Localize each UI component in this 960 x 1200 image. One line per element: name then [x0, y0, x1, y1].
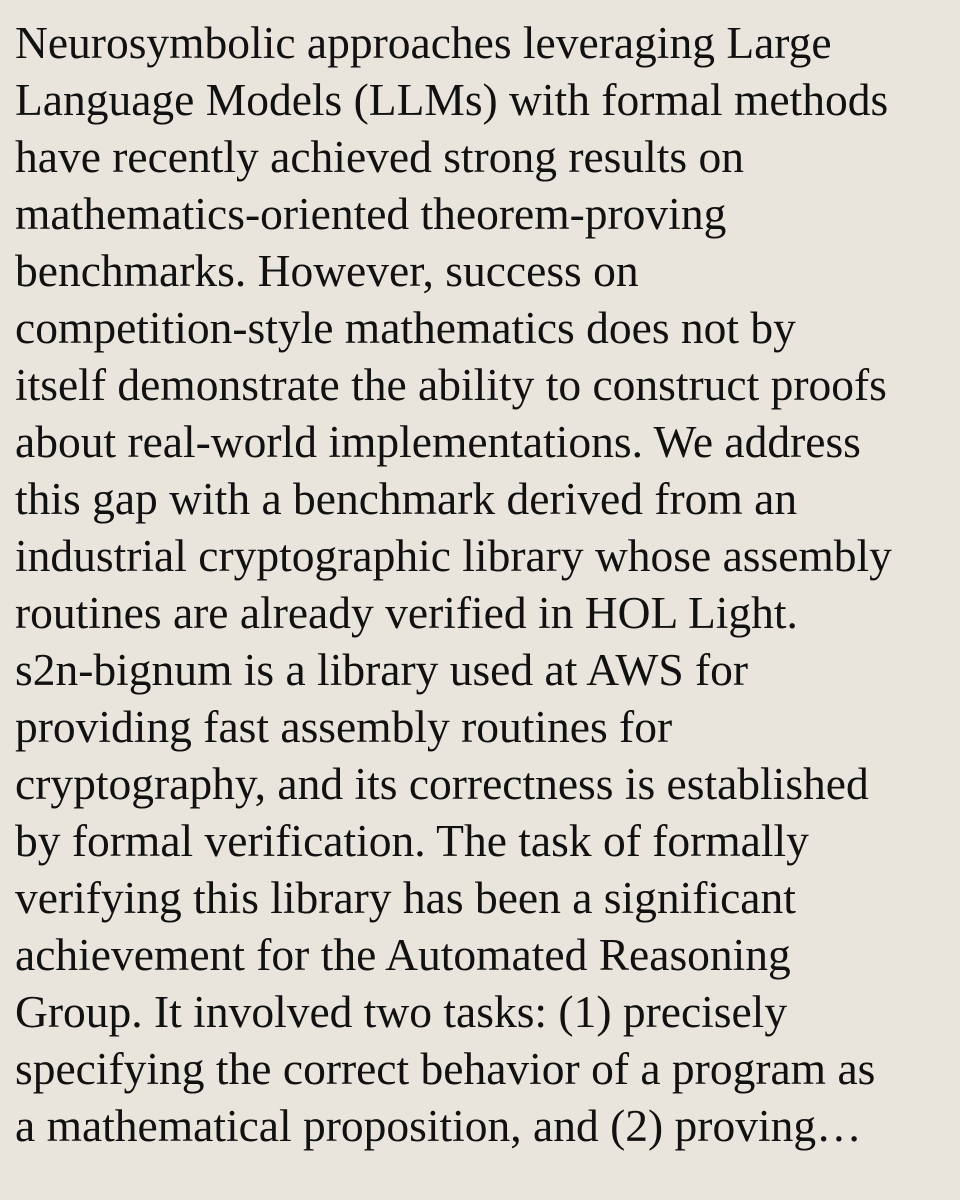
text-line: verifying this library has been a significant: [15, 872, 796, 923]
text-line: itself demonstrate the ability to construct proofs: [15, 359, 887, 410]
abstract-paragraph: [15, 14, 946, 1154]
text-line: specifying the correct behavior of a program as: [15, 1043, 876, 1094]
text-line: this gap with a benchmark derived from an: [15, 473, 798, 524]
text-line: by formal verification. The task of formally: [15, 815, 809, 866]
text-line: Neurosymbolic approaches leveraging Large: [15, 17, 832, 68]
text-line: Group. It involved two tasks: (1) precisely: [15, 986, 788, 1037]
text-line: achievement for the Automated Reasoning: [15, 929, 791, 980]
text-line: industrial cryptographic library whose assembly: [15, 530, 892, 581]
text-line: mathematics-oriented theorem-proving: [15, 188, 727, 239]
text-line: routines are already verified in HOL Light.: [15, 587, 798, 638]
text-line: benchmarks. However, success on: [15, 245, 639, 296]
text-line: competition-style mathematics does not by: [15, 302, 796, 353]
text-line: providing fast assembly routines for: [15, 701, 673, 752]
text-line: cryptography, and its correctness is established: [15, 758, 869, 809]
text-line: a mathematical proposition, and (2) proving…: [15, 1100, 862, 1151]
text-line: have recently achieved strong results on: [15, 131, 744, 182]
text-line: s2n-bignum is a library used at AWS for: [15, 644, 749, 695]
text-line: about real-world implementations. We address: [15, 416, 861, 467]
text-line: Language Models (LLMs) with formal methods: [15, 74, 889, 125]
